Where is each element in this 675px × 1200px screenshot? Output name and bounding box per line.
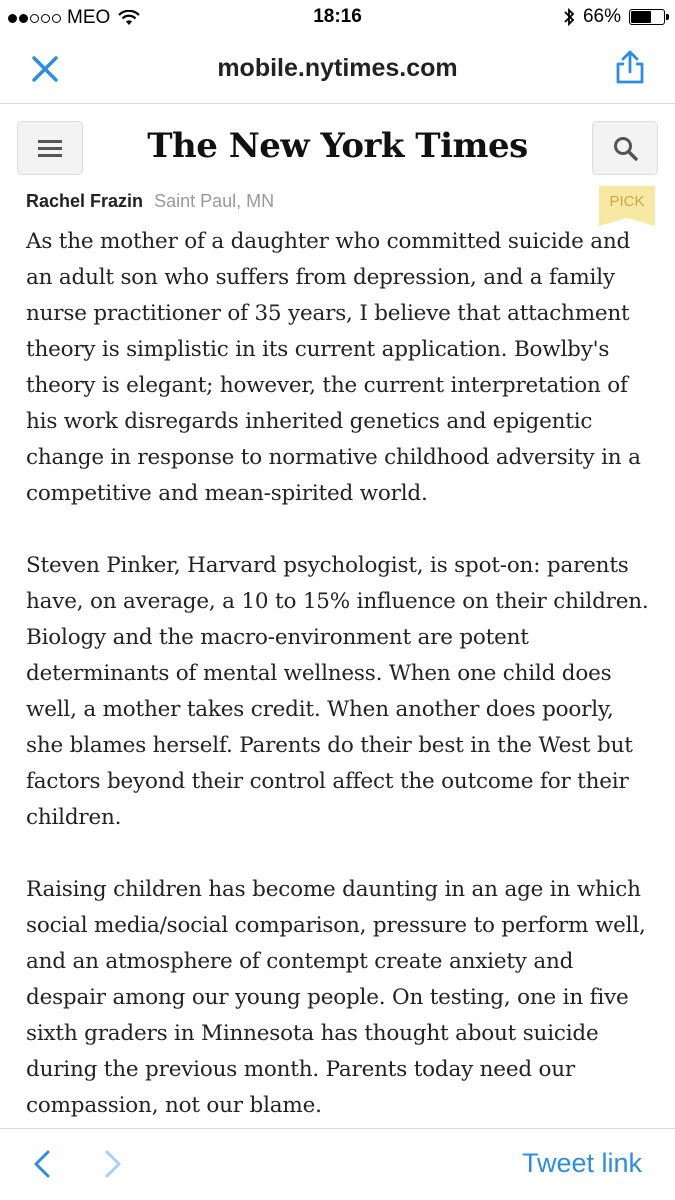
- comment-author: Rachel Frazin: [26, 191, 144, 211]
- comment-body: [26, 224, 651, 1160]
- share-icon: [613, 48, 647, 86]
- chevron-right-icon: [101, 1149, 125, 1179]
- battery-icon: [629, 9, 665, 25]
- battery-percent: 66%: [582, 6, 621, 27]
- back-button[interactable]: [30, 1149, 54, 1179]
- page-url[interactable]: mobile.nytimes.com: [217, 54, 458, 82]
- comment-meta: [26, 191, 274, 212]
- chevron-left-icon: [30, 1149, 54, 1179]
- masthead-logo[interactable]: The New York Times: [147, 126, 528, 166]
- comment-paragraph: As the mother of a daughter who committed suicide and an adult son who suffers from depression, and a family nurse practitioner of 35 years, I believe that attachment theory is simplistic in its current application. Bowlby's theory is elegant; however, the current interpretation of his work disregards inherited genetics and epigentic change in response to normative childhood adversity in a competitive and mean-spirited world.: [26, 229, 641, 506]
- pick-badge: PICK: [599, 186, 655, 218]
- battery-fill: [631, 11, 651, 23]
- comment-location: Saint Paul, MN: [154, 191, 275, 211]
- comment-paragraph: Steven Pinker, Harvard psychologist, is spot-on: parents have, on average, a 10 to 15% influence on their children. Biology and the macro-environment are potent determinants of mental wellness. When one child does well, a mother takes credit. When another does poorly, she blames herself. Parents do their best in the West but factors beyond their control affect the outcome for their children.: [26, 553, 649, 830]
- status-bar: [0, 0, 675, 36]
- status-time: 18:16: [313, 6, 362, 27]
- tweet-link-button[interactable]: Tweet link: [521, 1148, 642, 1178]
- status-right: [563, 6, 665, 28]
- share-button[interactable]: [613, 48, 647, 86]
- site-header: [0, 104, 675, 190]
- search-button[interactable]: [592, 121, 658, 175]
- forward-button[interactable]: [101, 1149, 125, 1179]
- bluetooth-icon: [563, 7, 575, 27]
- browser-nav-bar: [0, 36, 675, 104]
- bottom-toolbar: [0, 1128, 675, 1200]
- search-icon: [612, 135, 640, 163]
- comment-paragraph: Raising children has become daunting in an age in which social media/social comparison, pressure to perform well, and an atmosphere of contempt create anxiety and despair among our young people. On testing, one in five sixth graders in Minnesota has thought about suicide during the previous month. Parents today need our compassion, not our blame.: [26, 877, 646, 1118]
- carrier-name: MEO: [67, 7, 111, 28]
